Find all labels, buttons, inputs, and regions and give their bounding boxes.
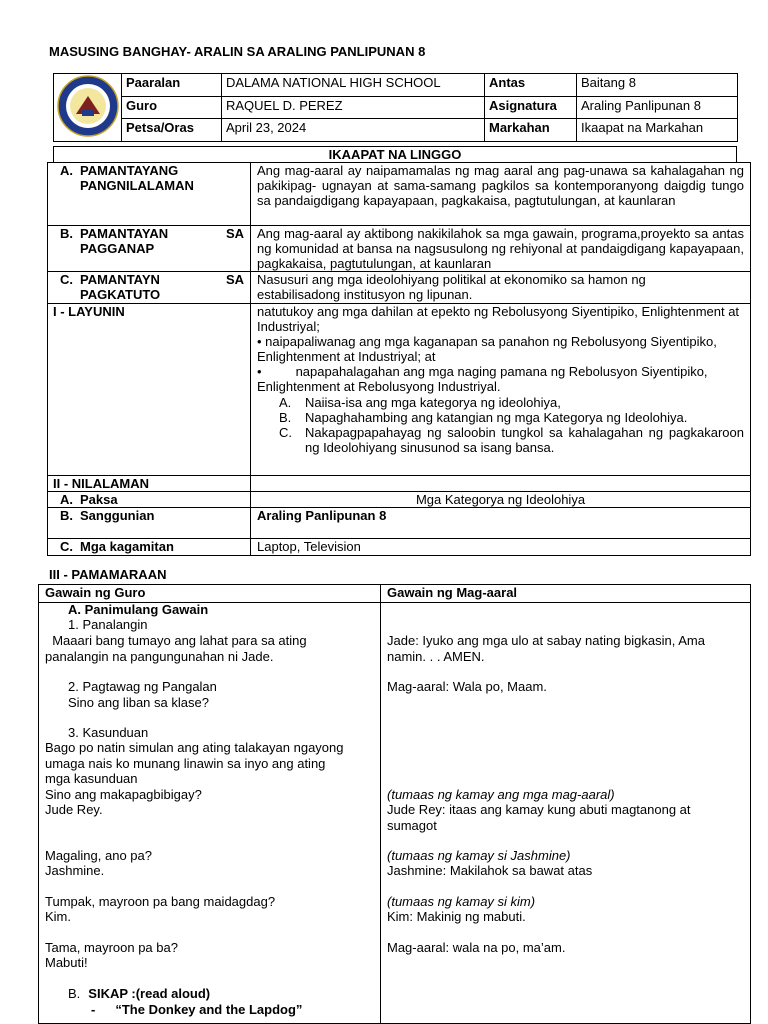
- content-standard-label: A. PAMANTAYANG PANGNILALAMAN: [48, 163, 251, 226]
- attendance-question: Sino ang liban sa klase?: [68, 695, 209, 710]
- response-2: Jashmine: Makilahok sa bawat atas: [387, 863, 593, 878]
- response-1-line-1: Jude Rey: itaas ang kamay kung abuti magtanong at: [387, 802, 691, 817]
- question-2-name: Jashmine.: [45, 863, 105, 878]
- question-4-name: Mabuti!: [45, 955, 88, 970]
- response-1-note: (tumaas ng kamay ang mga mag-aaral): [387, 787, 615, 802]
- response-4: Mag-aaral: wala na po, ma’am.: [387, 940, 566, 955]
- response-3: Kim: Makinig ng mabuti.: [387, 909, 526, 924]
- intro-activity-heading: A. Panimulang Gawain: [68, 602, 209, 617]
- week-heading: IKAAPAT NA LINGGO: [53, 146, 737, 163]
- story-title: - “The Donkey and the Lapdog”: [91, 1002, 303, 1017]
- objectives-label: I - LAYUNIN: [48, 304, 251, 476]
- content-standard-text: Ang mag-aaral ay naipamamalas ng mag aaral ang pag-unawa sa kahalagahan ng pakikipag- ugnayan at sama-samang pagkilos sa kontemporanyong daigdig tungo sa pandaigdigang kapayapaan, pagkakaisa, pagtutulungan, at kaunlaran: [251, 163, 751, 226]
- response-1-line-2: sumagot: [387, 818, 437, 833]
- reference-value: Araling Panlipunan 8: [251, 508, 751, 539]
- quarter-value: Ikaapat na Markahan: [577, 119, 738, 142]
- content-section-label: II - NILALAMAN: [48, 476, 251, 492]
- header-table: [53, 73, 738, 142]
- question-1: Sino ang makapagbibigay?: [45, 787, 202, 802]
- topic-value: Mga Kategorya ng Ideolohiya: [251, 492, 751, 508]
- response-3-note: (tumaas ng kamay si kim): [387, 894, 536, 909]
- question-4: Tama, mayroon pa ba?: [45, 940, 178, 955]
- deped-seal-cell: [54, 74, 122, 142]
- school-value: DALAMA NATIONAL HIGH SCHOOL: [222, 74, 485, 97]
- attendance-step: 2. Pagtawag ng Pangalan: [68, 679, 217, 694]
- procedure-table: [38, 584, 751, 1024]
- teacher-column-header: Gawain ng Guro: [45, 585, 146, 600]
- level-value: Baitang 8: [577, 74, 738, 97]
- agreement-step: 3. Kasunduan: [68, 725, 149, 740]
- school-label: Paaralan: [122, 74, 222, 97]
- response-2-note: (tumaas ng kamay si Jashmine): [387, 848, 571, 863]
- standards-table: [47, 162, 751, 556]
- agreement-text-3: mga kasunduan: [45, 771, 138, 786]
- level-label: Antas: [485, 74, 577, 97]
- subject-value: Araling Panlipunan 8: [577, 96, 738, 119]
- teacher-label: Guro: [122, 96, 222, 119]
- column-divider: [380, 585, 381, 1023]
- content-section-blank: [251, 476, 751, 492]
- question-1-name: Jude Rey.: [45, 802, 103, 817]
- teacher-value: RAQUEL D. PEREZ: [222, 96, 485, 119]
- document-title: MASUSING BANGHAY- ARALIN SA ARALING PANLIPUNAN 8: [49, 44, 426, 59]
- prayer-instruction-1: Maaari bang tumayo ang lahat para sa ating: [45, 633, 307, 648]
- procedure-section-title: III - PAMAMARAAN: [49, 567, 167, 582]
- attendance-response: Mag-aaral: Wala po, Maam.: [387, 679, 547, 694]
- competency-label: C. PAMANTAYN SA PAGKATUTO: [48, 272, 251, 304]
- date-label: Petsa/Oras: [122, 119, 222, 142]
- prayer-response-1: Jade: Iyuko ang mga ulo at sabay nating bigkasin, Ama: [387, 633, 705, 648]
- question-3-name: Kim.: [45, 909, 71, 924]
- agreement-text-2: umaga nais ko munang linawin sa inyo ang ating: [45, 756, 326, 771]
- agreement-text-1: Bago po natin simulan ang ating talakayan ngayong: [45, 740, 344, 755]
- deped-seal-icon: [56, 74, 120, 138]
- prayer-instruction-2: panalangin na pangungunahan ni Jade.: [45, 649, 274, 664]
- date-value: April 23, 2024: [222, 119, 485, 142]
- question-2: Magaling, ano pa?: [45, 848, 152, 863]
- student-column-header: Gawain ng Mag-aaral: [387, 585, 518, 600]
- topic-label: A. Paksa: [48, 492, 251, 508]
- prayer-response-2: namin. . . AMEN.: [387, 649, 485, 664]
- performance-standard-text: Ang mag-aaral ay aktibong nakikilahok sa mga gawain, programa,proyekto sa antas ng komunidad at bansa na nagsusulong ng rehiyonal at pandaigdigang kapayapaan, pagkakaisa, pagtutulungan, at kaunlaran: [251, 226, 751, 272]
- objectives-text: natutukoy ang mga dahilan at epekto ng Rebolusyong Siyentipiko, Enlightenment at Industriyal; • naipapaliwanag ang mga kaganapan sa panahon ng Rebolusyong Siyentipiko, Enlightenment at Industriyal; at • napapahalagahan ang mga naging pamana ng Rebolusyon Siyentipiko, Enlightenment at Rebolusyong Industriyal. A. Naiisa-isa ang mga kategorya ng ideolohiya, B. Napaghahambing ang katangian ng mga Kategorya ng Ideolohiya. C. Nakapagpapahayag ng saloobin tungkol sa kahalagahan ng pagkakaroon ng Ideolohiyang sinusunod sa isang bansa.: [251, 304, 751, 476]
- competency-text: Nasusuri ang mga ideolohiyang politikal at ekonomiko sa hamon ng estabilisadong institusyon ng lipunan.: [251, 272, 751, 304]
- materials-label: C. Mga kagamitan: [48, 539, 251, 556]
- prayer-step: 1. Panalangin: [68, 617, 148, 632]
- reference-label: B. Sanggunian: [48, 508, 251, 539]
- performance-standard-label: B. PAMANTAYAN SA PAGGANAP: [48, 226, 251, 272]
- quarter-label: Markahan: [485, 119, 577, 142]
- subject-label: Asignatura: [485, 96, 577, 119]
- materials-value: Laptop, Television: [251, 539, 751, 556]
- sikap-heading: B. SIKAP :(read aloud): [68, 986, 211, 1001]
- question-3: Tumpak, mayroon pa bang maidagdag?: [45, 894, 276, 909]
